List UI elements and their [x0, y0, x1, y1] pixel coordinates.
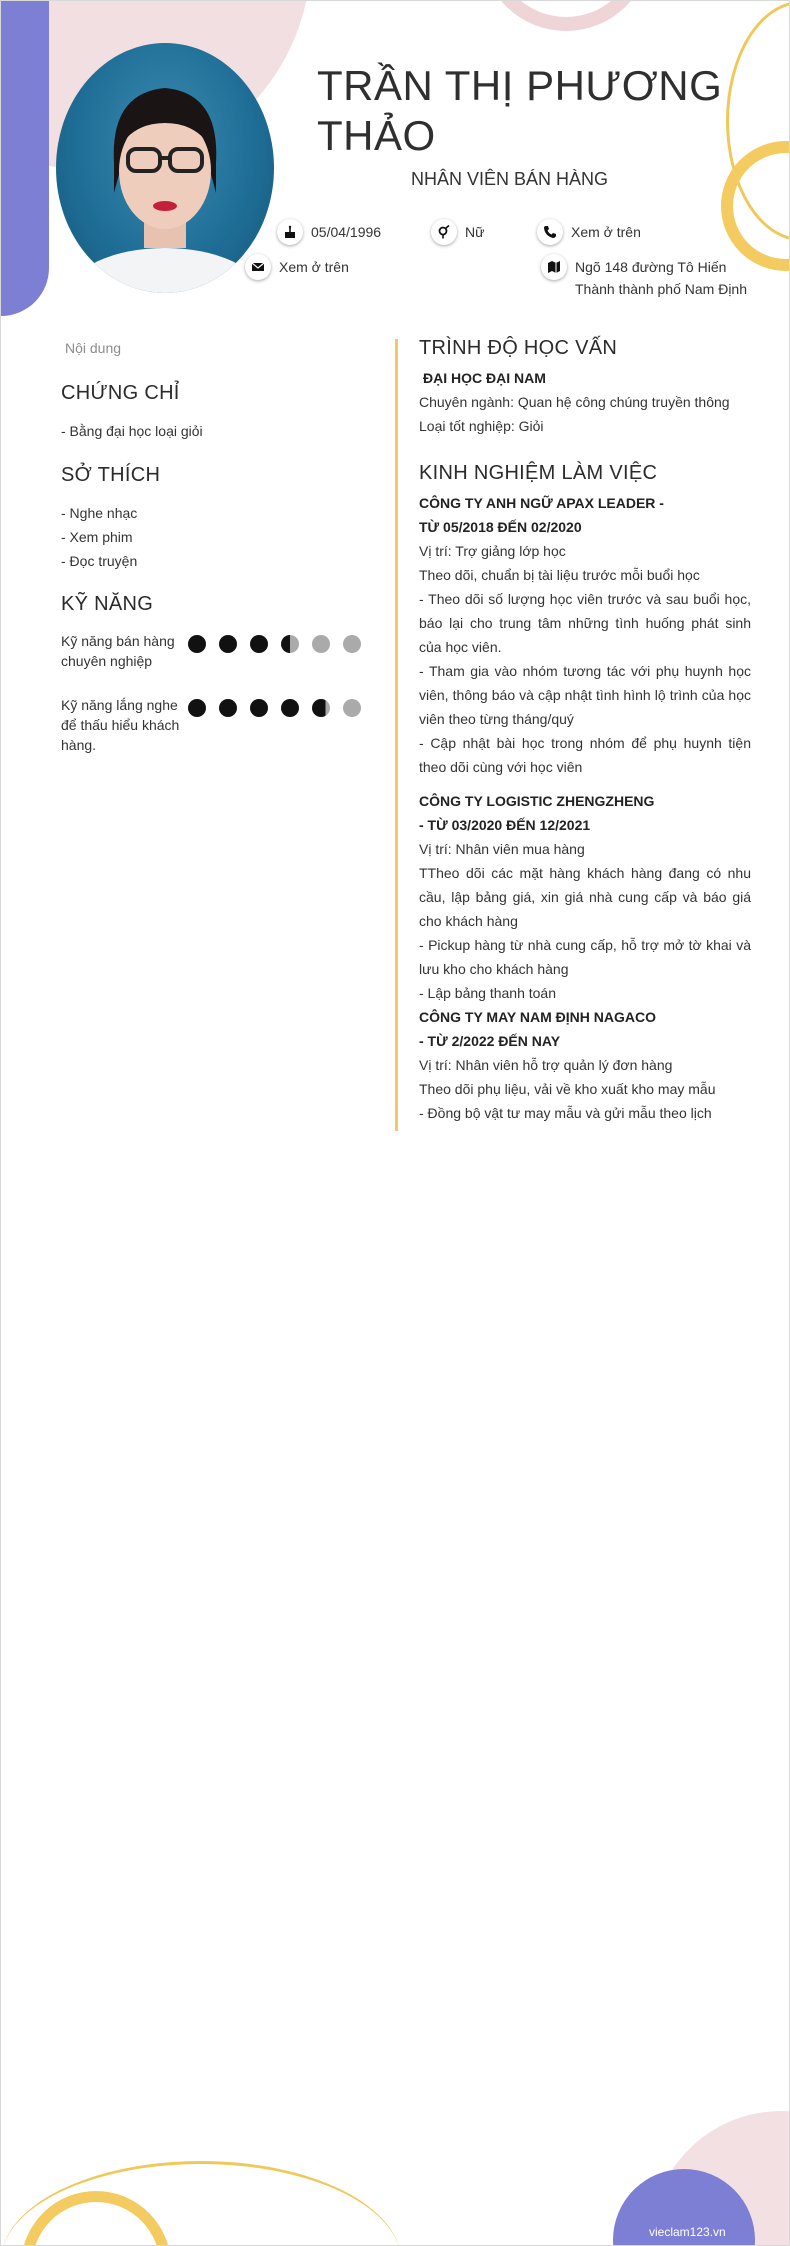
hobbies-title: SỞ THÍCH	[61, 464, 161, 486]
job-entry	[419, 491, 751, 779]
address-line-2: Thành thành phố Nam Định	[575, 281, 747, 297]
job-line: - Tham gia vào nhóm tương tác với phụ huynh học viên, thông báo và cập nhật tình hình lộ trình của học viên theo từng tháng/quý	[419, 663, 751, 727]
skill-rating	[188, 635, 361, 653]
profile-photo-illustration	[56, 43, 274, 293]
gender-text: Nữ	[465, 224, 485, 240]
profile-photo	[56, 43, 274, 293]
job-line: Theo dõi, chuẩn bị tài liệu trước mỗi buổi học	[419, 567, 700, 583]
job-position: Vị trí: Nhân viên hỗ trợ quản lý đơn hàng	[419, 1057, 673, 1073]
job-period: TỪ 05/2018 ĐẾN 02/2020	[419, 519, 582, 535]
brand-watermark: vieclam123.vn	[649, 2225, 726, 2239]
education-school: ĐẠI HỌC ĐẠI NAM	[423, 370, 546, 386]
birthday-text: 05/04/1996	[311, 224, 382, 240]
job-line: - Đồng bộ vật tư may mẫu và gửi mẫu theo lịch	[419, 1105, 712, 1121]
education-major: Chuyên ngành: Quan hệ công chúng truyền thông	[419, 394, 730, 410]
mail-icon	[245, 254, 271, 280]
map-icon	[541, 254, 567, 280]
job-position: Vị trí: Trợ giảng lớp học	[419, 543, 566, 559]
contact-gender	[431, 219, 484, 245]
skill-name: Kỹ năng bán hàng chuyên nghiệp	[61, 633, 175, 669]
email-text: Xem ở trên	[279, 259, 349, 275]
contact-phone	[537, 219, 641, 245]
rating-dot	[250, 635, 268, 653]
rating-dot	[343, 635, 361, 653]
cake-icon	[277, 219, 303, 245]
certificate-item: - Bằng đại học loại giỏi	[61, 423, 203, 439]
contact-birthday	[277, 219, 381, 245]
decor-pink-ring-top	[481, 0, 651, 31]
job-company: CÔNG TY ANH NGỮ APAX LEADER -	[419, 495, 664, 511]
column-divider	[395, 339, 398, 1131]
job-line: - Theo dõi số lượng học viên trước và sau buổi học, báo lại cho trung tâm những tình huống phát sinh của học viên.	[419, 591, 751, 655]
job-line: - Pickup hàng từ nhà cung cấp, hỗ trợ mở tờ khai và lưu kho cho khách hàng	[419, 937, 751, 977]
candidate-name: TRẦN THỊ PHƯƠNG THẢO	[317, 62, 723, 159]
rating-dot	[343, 699, 361, 717]
rating-dot	[281, 635, 299, 653]
hobby-item: - Đọc truyện	[61, 553, 138, 569]
phone-icon	[537, 219, 563, 245]
hobby-item: - Xem phim	[61, 529, 133, 545]
job-entry	[419, 1005, 751, 1125]
rating-dot	[281, 699, 299, 717]
job-company: CÔNG TY MAY NAM ĐỊNH NAGACO	[419, 1009, 656, 1025]
phone-text: Xem ở trên	[571, 224, 641, 240]
job-line: - Lập bảng thanh toán	[419, 985, 557, 1001]
job-title: NHÂN VIÊN BÁN HÀNG	[411, 169, 609, 189]
certificates-title: CHỨNG CHỈ	[61, 382, 180, 404]
rating-dot	[312, 635, 330, 653]
skill-name: Kỹ năng lắng nghe để thấu hiểu khách hàng.	[61, 697, 180, 753]
gender-icon	[431, 219, 457, 245]
education-title: TRÌNH ĐỘ HỌC VẤN	[419, 337, 618, 359]
right-column	[419, 337, 751, 1125]
rating-dot	[219, 635, 237, 653]
rating-dot	[188, 635, 206, 653]
job-position: Vị trí: Nhân viên mua hàng	[419, 841, 585, 857]
rating-dot	[312, 699, 330, 717]
contact-address	[541, 254, 747, 300]
address-text	[575, 254, 747, 300]
job-line: TTheo dõi các mặt hàng khách hàng đang có nhu cầu, lập bảng giá, xin giá nhà cung cấp và báo giá cho khách hàng	[419, 865, 751, 929]
job-entry	[419, 789, 751, 1005]
decor-purple-bar	[1, 1, 49, 316]
skills-title: KỸ NĂNG	[61, 593, 154, 615]
hobby-item: - Nghe nhạc	[61, 505, 138, 521]
rating-dot	[219, 699, 237, 717]
job-line: - Cập nhật bài học trong nhóm để phụ huynh tiện theo dõi cùng với học viên	[419, 735, 751, 775]
rating-dot	[250, 699, 268, 717]
experience-title: KINH NGHIỆM LÀM VIỆC	[419, 462, 658, 484]
skill-rating	[188, 699, 361, 717]
address-line-1: Ngõ 148 đường Tô Hiến	[575, 259, 727, 275]
job-line: Theo dõi phụ liệu, vải về kho xuất kho may mẫu	[419, 1081, 716, 1097]
rating-dot	[188, 699, 206, 717]
job-period: - TỪ 03/2020 ĐẾN 12/2021	[419, 817, 591, 833]
content-placeholder: Nội dung	[65, 340, 122, 356]
job-company: CÔNG TY LOGISTIC ZHENGZHENG	[419, 793, 655, 809]
job-period: - TỪ 2/2022 ĐẾN NAY	[419, 1033, 561, 1049]
contact-email	[245, 254, 349, 280]
education-grade: Loại tốt nghiệp: Giỏi	[419, 418, 544, 434]
